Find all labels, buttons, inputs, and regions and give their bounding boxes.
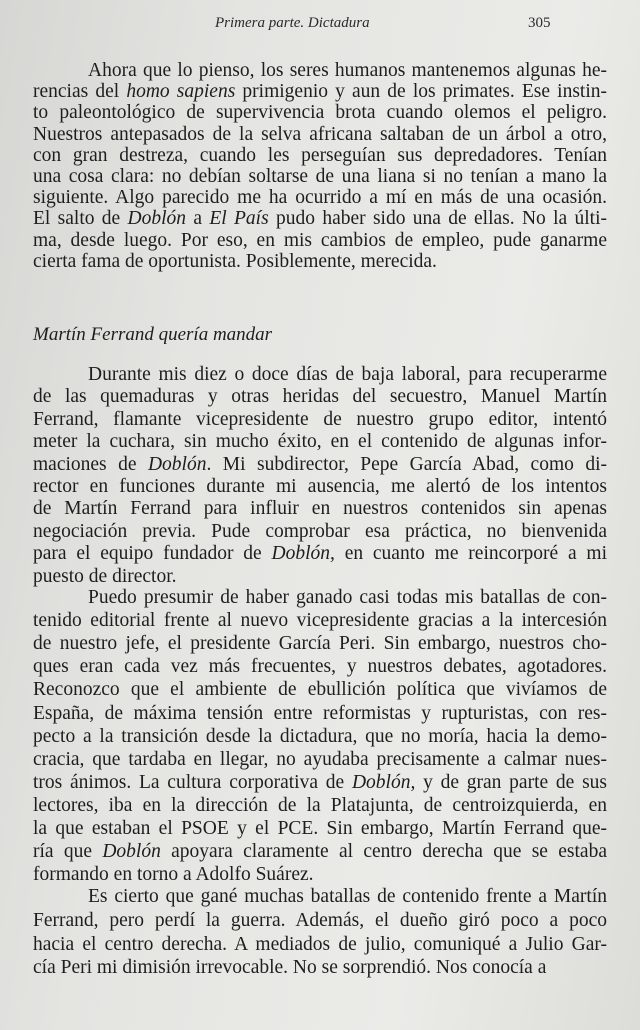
text-line <box>88 886 607 908</box>
text-run: a <box>186 208 210 230</box>
text-line <box>33 230 607 252</box>
section-heading: Martín Ferrand quería mandar <box>33 324 273 345</box>
text-line <box>33 476 607 498</box>
italic-text: Doblón, <box>271 543 335 565</box>
running-title: Primera parte. Dictadura <box>215 15 370 31</box>
text-run: Ahora que lo pienso, los seres humanos mantenemos algunas he- <box>88 60 607 81</box>
text-line <box>33 386 607 408</box>
text-line <box>88 587 607 609</box>
text-run: en cuanto me reincorporé a mi <box>334 543 608 565</box>
text-run: pudo haber sido una de ellas. No la últi- <box>268 208 607 230</box>
text-run: ría que <box>33 841 103 863</box>
text-line <box>88 364 607 386</box>
text-line <box>33 431 607 453</box>
text-run: pecto a la transición desde la dictadura, que no moría, hacia la demo- <box>33 725 607 747</box>
text-run: Es cierto que gané muchas batallas de contenido frente a Martín <box>88 886 607 907</box>
text-run: y de gran parte de sus <box>415 771 607 793</box>
text-line <box>33 749 607 771</box>
italic-text: El País <box>209 208 269 230</box>
text-line <box>33 679 607 701</box>
text-run: . Mi subdirector, Pepe García Abad, como di- <box>206 453 607 475</box>
text-run: primigenio y aun de los primates. Ese instin- <box>235 81 607 103</box>
text-run: de las quemaduras y otras heridas del secuestro, Manuel Martín <box>33 386 607 408</box>
text-line <box>33 656 607 678</box>
text-line <box>33 610 607 632</box>
text-line <box>33 841 607 863</box>
text-run: meter la cuchara, sin mucho éxito, en el contenido de algunas infor- <box>33 431 607 453</box>
text-line <box>33 454 607 476</box>
italic-text: Doblón <box>127 208 187 230</box>
text-run: formando en torno a Adolfo Suárez. <box>33 864 314 886</box>
text-line <box>33 543 607 565</box>
text-line <box>33 124 607 146</box>
text-run: siguiente. Algo parecido me ha ocurrido a mí en más de una ocasión. <box>33 187 607 209</box>
text-run: España, de máxima tensión entre reformistas y rupturistas, con res- <box>33 702 607 724</box>
text-run: Ferrand, pero perdí la guerra. Además, el dueño giró poco a poco <box>33 909 607 931</box>
text-run: tros ánimos. La cultura corporativa de <box>33 771 352 793</box>
text-run: apoyara claramente al centro derecha que se estaba <box>160 841 607 863</box>
text-line <box>33 145 607 167</box>
text-run: hacia el centro derecha. A mediados de julio, comuniqué a Julio Gar- <box>33 933 607 955</box>
text-run: puesto de director. <box>33 565 177 587</box>
text-line <box>33 166 607 188</box>
text-line <box>33 498 607 520</box>
text-run: de Martín Ferrand para influir en nuestros contenidos sin apenas <box>33 498 607 520</box>
text-run: ma, desde luego. Por eso, en mis cambios de empleo, pude ganarme <box>33 229 607 251</box>
italic-text: homo sapiens <box>126 81 236 103</box>
text-run: cracia, que tardaba en llegar, no ayudaba precisamente a calmar nues- <box>33 748 607 770</box>
text-run: ques eran cada vez más frecuentes, y nuestros debates, agotadores. <box>33 656 607 678</box>
text-line <box>33 633 607 655</box>
text-run: lectores, iba en la dirección de la Platajunta, de centroizquierda, en <box>33 794 607 816</box>
text-line <box>33 772 607 794</box>
text-line <box>33 251 607 273</box>
text-run: Durante mis diez o doce días de baja laboral, para recuperarme <box>88 364 607 385</box>
text-line <box>33 910 607 932</box>
text-run: cía Peri mi dimisión irrevocable. No se sorprendió. Nos conocía a <box>33 957 547 979</box>
text-line <box>33 957 607 979</box>
italic-text: Doblón, <box>351 771 416 793</box>
text-run: maciones de <box>33 453 148 475</box>
text-run: Puedo presumir de haber ganado casi todas mis batallas de con- <box>88 587 607 608</box>
text-line <box>33 566 607 588</box>
text-line <box>33 795 607 817</box>
text-run: Reconozco que el ambiente de ebullición política que vivíamos de <box>33 679 607 701</box>
text-run: negociación previa. Pude comprobar esa práctica, no bienvenida <box>33 520 607 542</box>
text-line <box>33 409 607 431</box>
text-run: de nuestro jefe, el presidente García Peri. Sin embargo, nuestros cho- <box>33 633 607 655</box>
text-line <box>88 60 607 82</box>
text-run: cierta fama de oportunista. Posiblemente, merecida. <box>33 250 437 272</box>
text-run: Ferrand, flamante vicepresidente de nuestro grupo editor, intentó <box>33 408 607 430</box>
text-line <box>33 726 607 748</box>
text-line <box>33 864 607 886</box>
text-run: rector en funciones durante mi ausencia, me alertó de los intentos <box>33 476 607 497</box>
text-line <box>33 102 607 124</box>
text-run: para el equipo fundador de <box>33 543 272 565</box>
text-line <box>33 703 607 725</box>
text-line <box>33 187 607 209</box>
text-run: rencias del <box>33 81 127 103</box>
text-line <box>33 521 607 543</box>
text-run: tenido editorial frente al nuevo vicepresidente gracias a la intercesión <box>33 610 607 632</box>
text-line <box>33 818 607 840</box>
text-line <box>33 934 607 956</box>
text-run: Nuestros antepasados de la selva africana saltaban de un árbol a otro, <box>33 123 607 145</box>
text-run: con gran destreza, cuando les perseguían sus depredadores. Tenían <box>33 144 607 166</box>
italic-text: Doblón <box>102 841 161 863</box>
page-number: 305 <box>528 15 551 31</box>
text-line <box>33 208 607 230</box>
text-run: to paleontológico de supervivencia brota cuando olemos el peligro. <box>33 102 607 124</box>
text-run: El salto de <box>33 208 128 230</box>
text-line <box>33 81 607 103</box>
text-run: la que estaban el PSOE y el PCE. Sin embargo, Martín Ferrand que- <box>33 818 607 839</box>
text-run: una cosa clara: no debían soltarse de una liana si no tenían a mano la <box>33 166 607 187</box>
italic-text: Doblón <box>147 453 207 475</box>
